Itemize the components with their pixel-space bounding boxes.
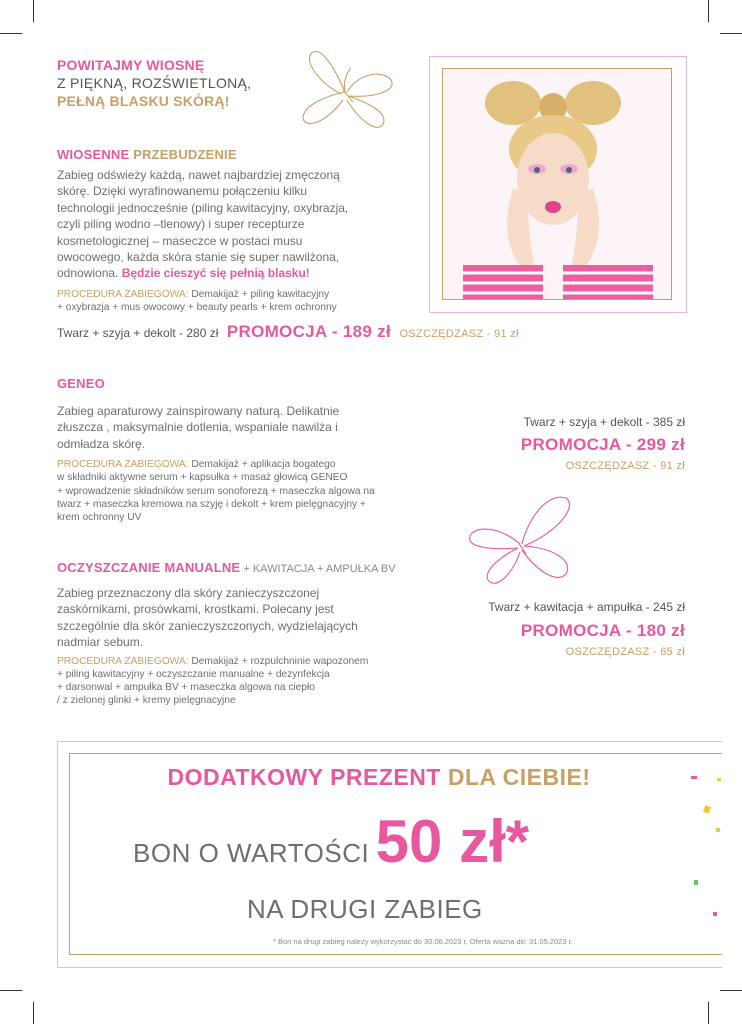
description-line: czyli piling wodno –tlenowy) i super recepturze: [57, 217, 305, 232]
description-line: skórę. Dzięki wyrafinowanemu połączeniu kilku: [57, 184, 308, 199]
regular-price: Twarz + szyja + dekolt - 385 zł: [523, 415, 685, 429]
procedure-text: + wprowadzenie składników serum sonoforezą + maseczka algowa na: [57, 485, 375, 497]
regular-price: Twarz + szyja + dekolt - 280 zł: [57, 326, 219, 340]
procedure-text: + oxybrazja + mus owocowy + beauty pearls + krem ochronny: [57, 302, 337, 314]
confetti-decoration: [717, 778, 721, 781]
crop-mark: [0, 990, 22, 991]
butterfly-icon: [462, 488, 580, 588]
description-text: odnowiona.: [57, 266, 122, 281]
description-line: złuszcza , maksymalnie dotlenia, wspaniale nawilża i: [57, 420, 338, 435]
promo-price: PROMOCJA - 180 zł: [520, 621, 685, 640]
gift-title: [69, 764, 689, 791]
confetti-decoration: [694, 880, 698, 885]
section-description: [57, 585, 447, 651]
headline-line-2: Z PIĘKNĄ, ROZŚWIETLONĄ,: [57, 75, 252, 91]
description-line: Zabieg aparaturowy zainspirowany naturą. Delikatnie: [57, 404, 340, 418]
crop-mark: [720, 33, 742, 34]
description-highlight: Będzie cieszyć się pełnią blasku!: [121, 266, 310, 281]
procedure-label: PROCEDURA ZABIEGOWA:: [57, 288, 189, 300]
description-line: technologii jednocześnie (piling kawitacyjny, oxybrazja,: [57, 200, 349, 215]
description-line: zaskórnikami, prosówkami, krostkami. Polecany jest: [57, 602, 334, 617]
procedure-text: twarz + maseczka kremowa na szyję i dekolt + krem pielęgnacyjny +: [57, 498, 366, 510]
confetti-decoration: [716, 828, 720, 832]
section2-price-block: [440, 415, 685, 472]
confetti-decoration: [691, 776, 697, 779]
section-title: [57, 558, 447, 577]
section-title-part-1: OCZYSZCZANIE MANUALNE: [57, 560, 241, 575]
description-line: szczególnie dla skór zanieczyszczonych, wydzielających: [57, 618, 358, 633]
savings: OSZCZĘDZASZ - 91 zł: [565, 460, 685, 472]
woman-portrait-image: [443, 69, 671, 299]
photo-inner-frame: [442, 68, 672, 300]
section-geneo: [57, 374, 447, 524]
headline-line-1: POWITAJMY WIOSNĘ: [57, 57, 205, 73]
savings: OSZCZĘDZASZ - 91 zł: [399, 328, 519, 340]
procedure-text: krem ochronny UV: [57, 512, 142, 524]
description-line: Zabieg odświeży każdą, nawet najbardziej zmęczoną: [57, 168, 340, 182]
section-oczyszczanie: [57, 558, 447, 707]
procedure: [57, 458, 447, 524]
crop-mark: [0, 33, 22, 34]
section-title: GENEO: [57, 376, 105, 391]
gift-title-part-2: DLA CIEBIE!: [447, 764, 591, 790]
description-line: [57, 265, 417, 281]
confetti-decoration: [713, 912, 717, 916]
section3-price-block: [420, 600, 685, 658]
section-wiosenne-przebudzenie: [57, 145, 417, 314]
procedure-text: / z zielonej glinki + kremy pielęgnacyjne: [57, 695, 236, 707]
procedure-text: + darsonwal + ampułka BV + maseczka algowa na ciepło: [57, 682, 315, 694]
section-description: [57, 167, 417, 282]
procedure-label: PROCEDURA ZABIEGOWA:: [57, 655, 189, 667]
promo-price: PROMOCJA - 189 zł: [226, 322, 391, 341]
section-title-part-2: + KAWITACJA + AMPUŁKA BV: [240, 563, 396, 575]
section-title: [57, 145, 417, 164]
section-title-part-2: PRZEBUDZENIE: [133, 147, 237, 162]
gift-footnote: * Bon na drugi zabieg należy wykorzystać do 30.06.2023 r, Oferta ważna do: 31.05.2023 r.: [273, 937, 573, 946]
procedure-text: Demakijaż + rozpulchninie wapozonem: [188, 655, 369, 667]
crop-mark: [708, 0, 709, 22]
description-line: nadmiar sebum.: [57, 635, 144, 650]
bon-row: [133, 808, 530, 875]
description-line: kosmetologicznej – maseczce w postaci musu: [57, 233, 303, 248]
bon-label: BON O WARTOŚCI: [133, 838, 370, 868]
procedure-text: Demakijaż + aplikacja bogatego: [188, 459, 336, 471]
gift-second-treatment: NA DRUGI ZABIEG: [247, 894, 483, 924]
crop-mark: [708, 1002, 709, 1024]
crop-mark: [720, 990, 742, 991]
procedure-label: PROCEDURA ZABIEGOWA:: [57, 459, 189, 471]
procedure-text: w składniki aktywne serum + kapsułka + masaż głowicą GENEO: [57, 472, 348, 484]
section1-price-row: [57, 322, 519, 342]
regular-price: Twarz + kawitacja + ampułka - 245 zł: [488, 600, 685, 614]
gift-title-part-1: DODATKOWY PREZENT: [167, 764, 441, 790]
crop-mark: [33, 1002, 34, 1024]
headline: [57, 56, 251, 110]
description-line: owocowego, każda skóra stanie się super nawilżona,: [57, 250, 340, 265]
procedure-text: Demakijaż + piling kawitacyjny: [188, 288, 330, 300]
promo-price: PROMOCJA - 299 zł: [520, 435, 685, 454]
procedure: [57, 655, 447, 708]
crop-mark: [33, 0, 34, 22]
section-description: [57, 403, 447, 452]
section-title-part-1: WIOSENNE: [57, 147, 130, 162]
description-line: odmładza skórę.: [57, 436, 146, 451]
description-line: Zabieg przeznaczony dla skóry zanieczyszczonej: [57, 586, 320, 600]
headline-line-3: PEŁNĄ BLASKU SKÓRĄ!: [57, 93, 230, 109]
savings: OSZCZĘDZASZ - 65 zł: [565, 646, 685, 658]
bon-value: 50 zł*: [375, 808, 530, 875]
procedure: [57, 288, 417, 314]
butterfly-icon: [293, 44, 405, 136]
procedure-text: + piling kawitacyjny + oczyszczanie manualne + dezynfekcja: [57, 668, 330, 680]
